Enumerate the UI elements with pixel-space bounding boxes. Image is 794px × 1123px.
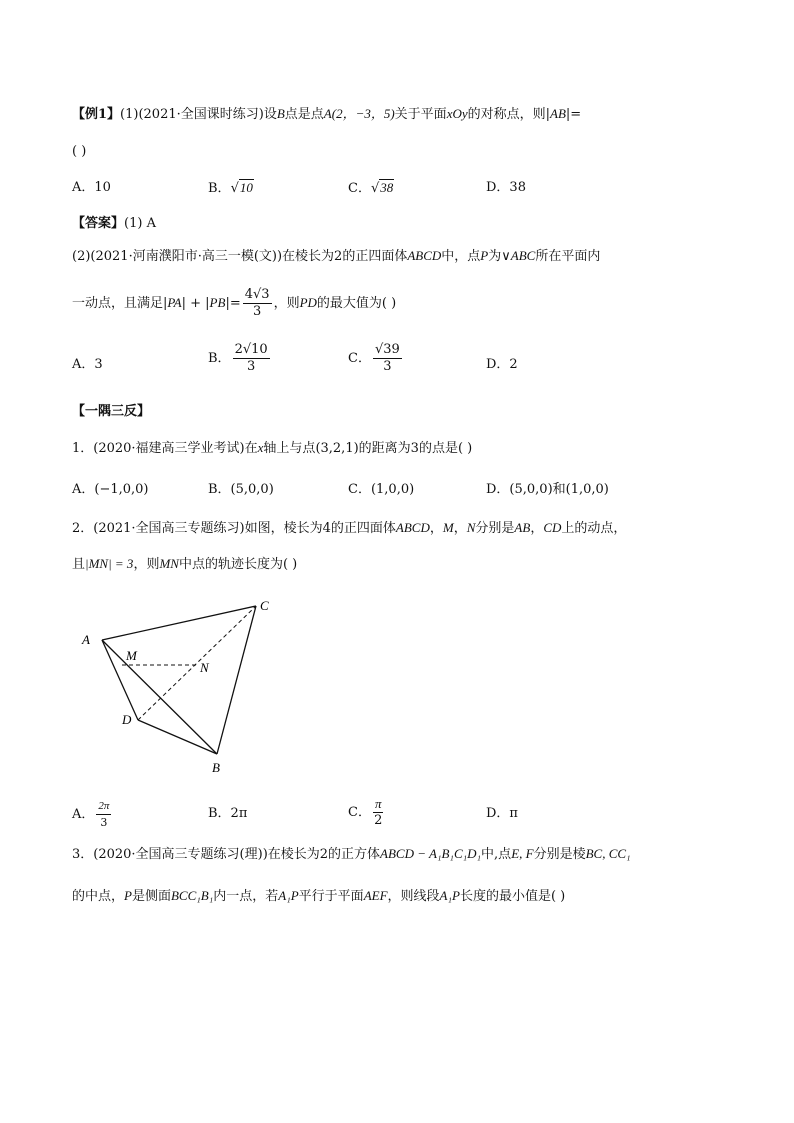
q3-line1: 3．(2020·全国高三专题练习(理))在棱长为2的正方体ABCD − A₁B₁C₁D₁中,点E, F分别是棱BC, CC₁ (72, 846, 631, 862)
answer-line: 【答案】(1) A (72, 216, 156, 231)
label-c: C (260, 598, 269, 613)
edge-db (138, 720, 217, 754)
label-n: N (200, 660, 209, 675)
q1-line: 1．(2020·福建高三学业考试)在x轴上与点(3,2,1)的距离为3的点是( ) (72, 440, 473, 456)
ex1-part2-line1: (2)(2021·河南濮阳市·高三一模(文))在棱长为2的正四面体ABCD中，点P为∨ABC所在平面内 (72, 248, 601, 264)
q2-line2: 且|MN| = 3，则MN中点的轨迹长度为( ) (72, 556, 298, 572)
edge-ab (102, 640, 217, 754)
label-d: D (122, 712, 132, 727)
ex1-option-b: B．√10 (208, 180, 253, 196)
q1-option-d: D．(5,0,0)和(1,0,0) (486, 482, 609, 497)
q2-option-a: A． $\frac{2\pi}{3}$ (72, 800, 110, 829)
label-a: A (82, 632, 90, 647)
q1-option-b: B．(5,0,0) (208, 482, 274, 497)
edge-dc-hidden (138, 606, 256, 720)
example1-line: 【例1】(1)(2021·全国课时练习)设B点是点A(2，−3，5)关于平面xOy的对称点，则|AB|= (72, 106, 582, 122)
q1-option-a: A．(−1,0,0) (72, 482, 149, 497)
q2-line1: 2．(2021·全国高三专题练习)如图，棱长为4的正四面体ABCD，M，N分别是AB，CD上的动点， (72, 520, 627, 536)
edge-cb (217, 606, 256, 754)
ex1-2-option-d: D．2 (486, 357, 518, 372)
q2-option-d: D．π (486, 806, 518, 821)
ex1-option-c: C．√38 (348, 180, 394, 196)
ex1-2-option-c: C． $\frac{√39}{3}$ (348, 342, 400, 374)
q2-option-c: C． $\frac{\pi}{2}$ (348, 796, 383, 828)
edge-ac (102, 606, 256, 640)
q3-line2: 的中点，P是侧面BCC₁B₁内一点，若A₁P平行于平面AEF，则线段A₁P长度的最小值是( ) (72, 888, 566, 904)
answer-paren: ( ) (72, 144, 87, 159)
label-m: M (126, 648, 137, 663)
tetrahedron-figure (72, 592, 292, 782)
ex1-option-d: D．38 (486, 180, 526, 195)
q2-option-b: B．2π (208, 806, 248, 821)
section-title: 【一隅三反】 (72, 404, 151, 419)
label-b: B (212, 760, 220, 775)
ex1-part2-line2: 一动点，且满足|PA| + |PB|= $\frac{4√3}{3}$ ，则PD的最大值为( ) (72, 287, 397, 319)
ex1-2-option-a: A．3 (72, 357, 103, 372)
ex1-option-a: A．10 (72, 180, 111, 195)
ex1-2-option-b: B． $\frac{2√10}{3}$ (208, 342, 268, 374)
example-tag: 【例1】 (72, 107, 121, 122)
q1-option-c: C．(1,0,0) (348, 482, 415, 497)
